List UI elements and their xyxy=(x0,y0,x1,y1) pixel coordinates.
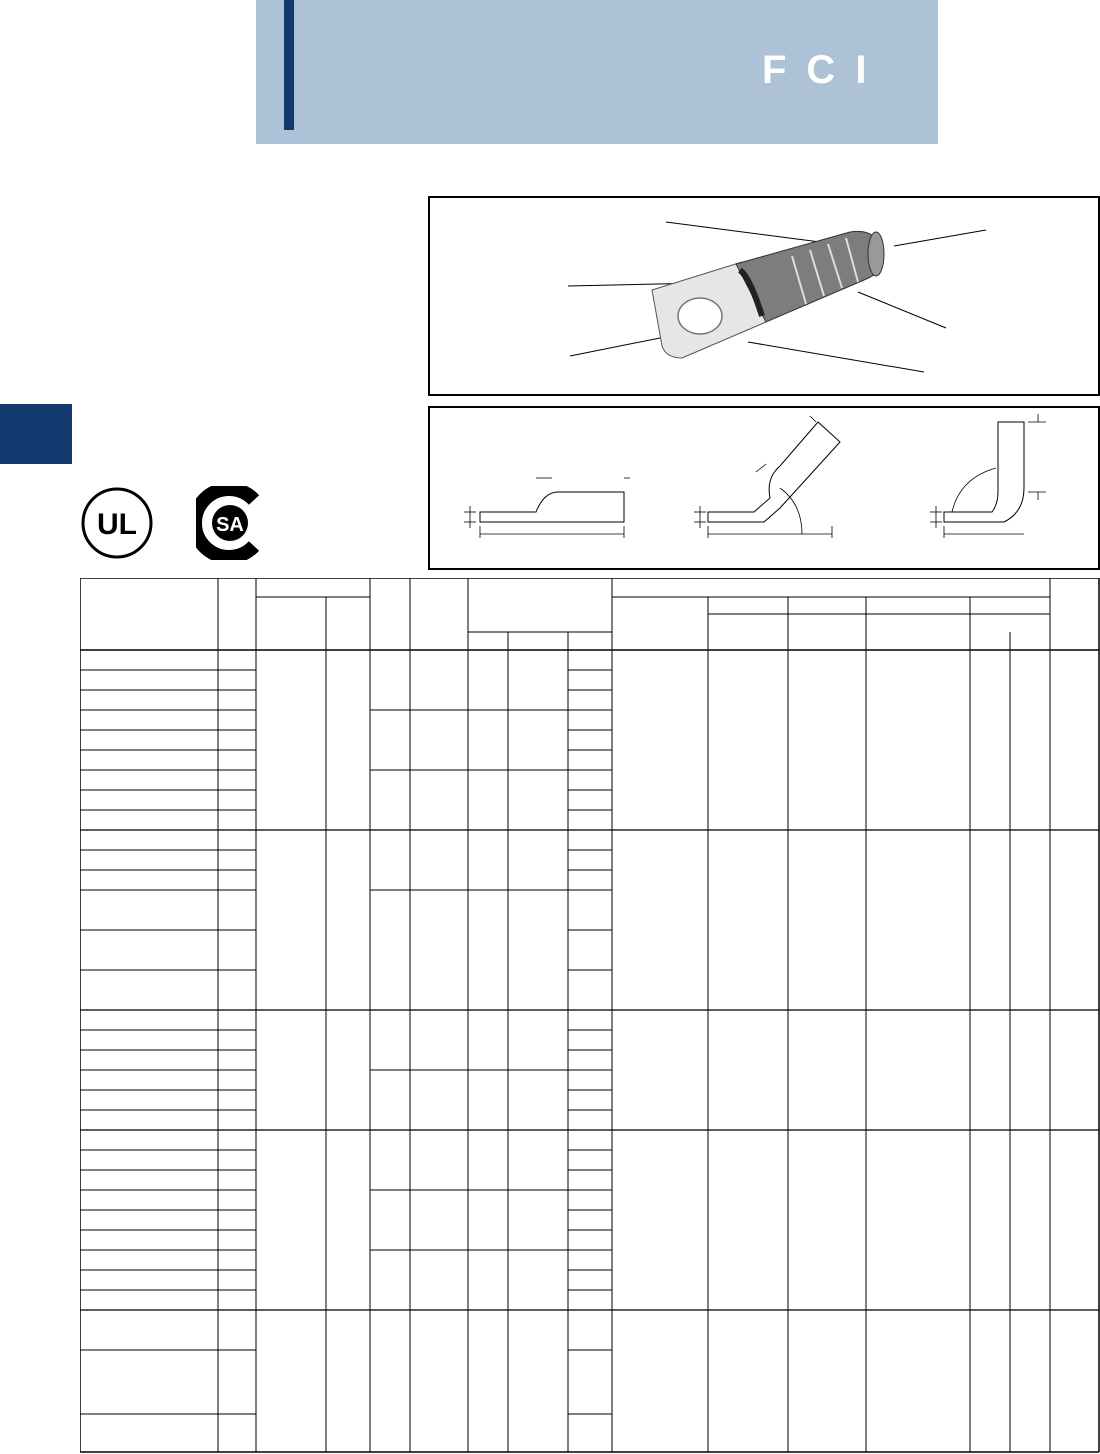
csa-logo-text: SA xyxy=(216,514,244,536)
ul-logo-icon xyxy=(80,486,154,560)
45-degree-lug-drawing xyxy=(694,416,840,538)
csa-logo-icon xyxy=(196,486,268,560)
brand-logo: FCI xyxy=(762,48,887,92)
dimension-drawings-panel xyxy=(428,406,1100,570)
straight-lug-drawing xyxy=(464,478,630,538)
specification-table xyxy=(80,578,1100,1454)
ul-logo-text: UL xyxy=(97,508,137,541)
header-accent-stripe xyxy=(284,0,294,130)
product-photo-panel xyxy=(428,196,1100,396)
compression-lug-icon xyxy=(430,198,1098,394)
90-degree-lug-drawing xyxy=(930,414,1046,538)
section-tab xyxy=(0,404,72,464)
